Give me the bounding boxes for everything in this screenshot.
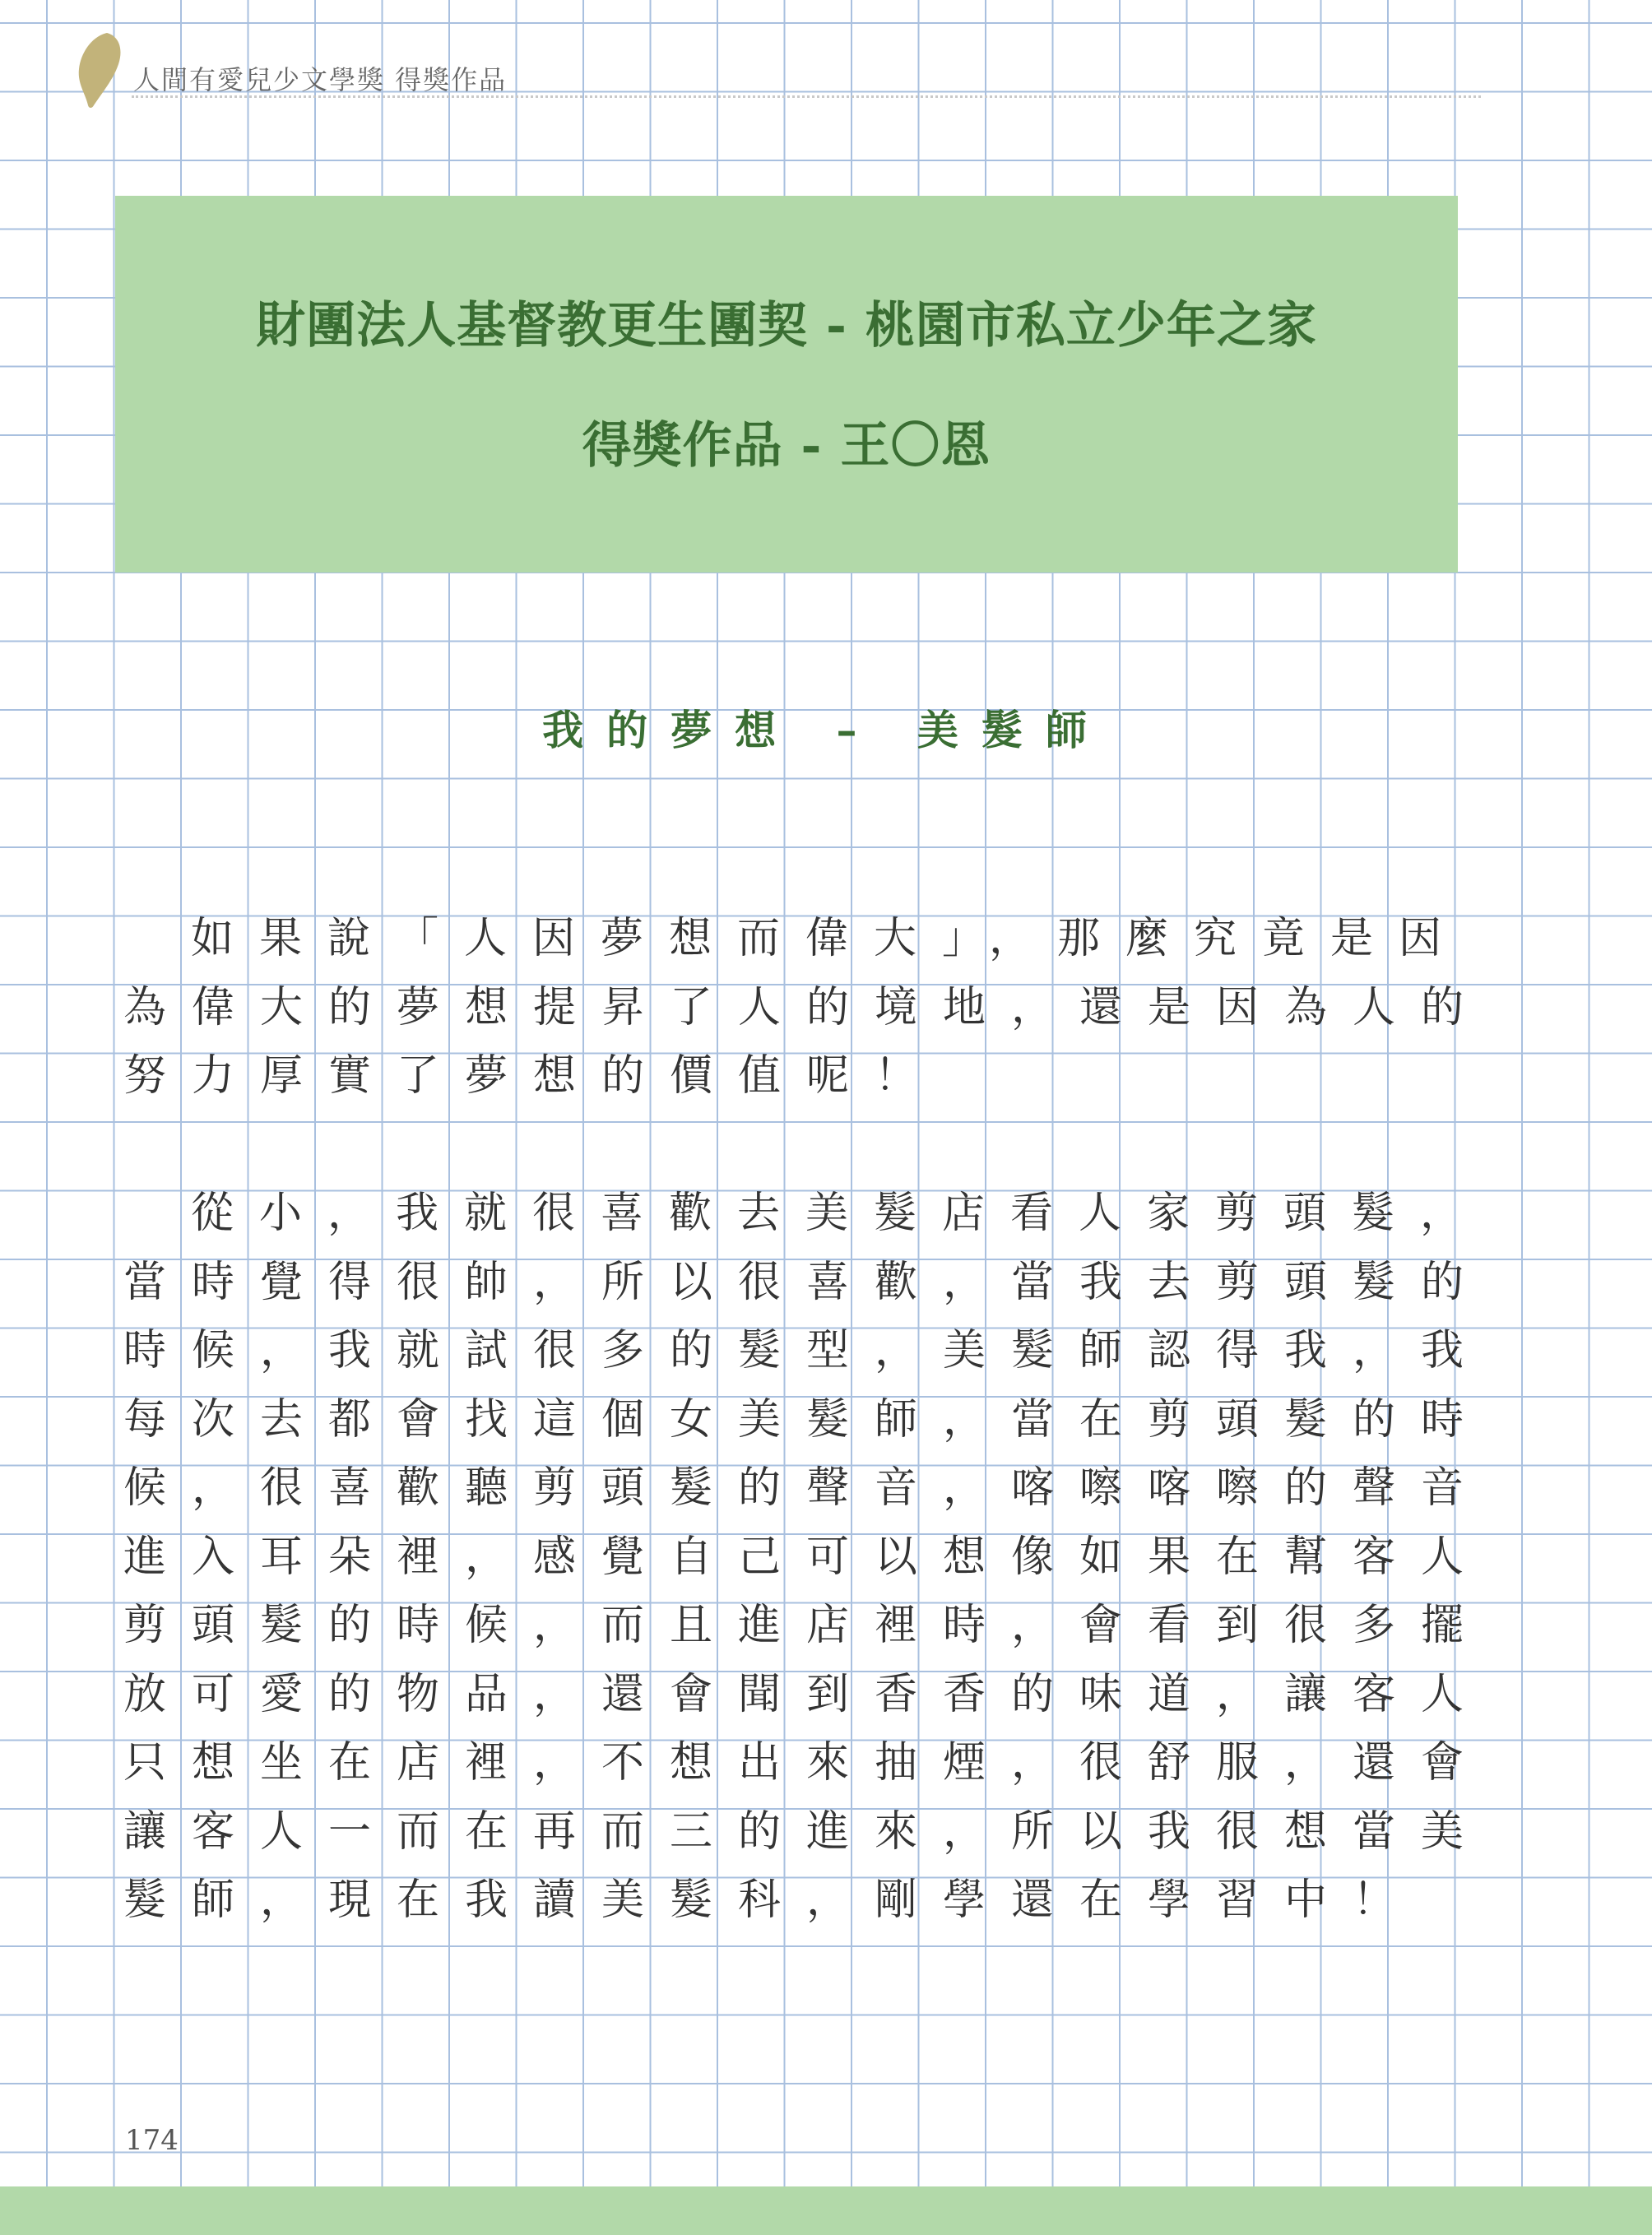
title-banner (115, 196, 1458, 573)
text-line: 為偉大的夢想提昇了人的境地，還是因為人的 (123, 982, 1490, 1032)
text-line: 髮師，現在我讀美髮科，剛學還在學習中！ (123, 1876, 1422, 1925)
essay-title: 我的夢想 – 美髮師 (542, 706, 1110, 754)
banner-author-line: 得獎作品 - 王〇恩 (582, 417, 991, 475)
text-line: 努力厚實了夢想的價值呢！ (123, 1051, 944, 1101)
essay-paragraph-2 (123, 1180, 1490, 1936)
taiwan-leaf-icon (74, 30, 127, 112)
text-line: 如果說「人因夢想而偉大」，那麼究竟是因 (191, 914, 1468, 963)
text-line: 進入耳朵裡，感覺自己可以想像如果在幫客人 (123, 1532, 1490, 1582)
banner-organization-title: 財團法人基督教更生團契 - 桃園市私立少年之家 (256, 297, 1317, 355)
text-line: 讓客人一而在再而三的進來，所以我很想當美 (123, 1806, 1490, 1857)
header-divider (132, 95, 1481, 98)
text-line: 每次去都會找這個女美髮師，當在剪頭髮的時 (123, 1394, 1490, 1444)
page-number: 174 (125, 2124, 179, 2157)
text-line: 只想坐在店裡，不想出來抽煙，很舒服，還會 (123, 1738, 1490, 1788)
text-line: 候，很喜歡聽剪頭髮的聲音，喀嚓喀嚓的聲音 (123, 1463, 1490, 1513)
text-line: 從小，我就很喜歡去美髮店看人家剪頭髮， (191, 1189, 1489, 1238)
text-line: 剪頭髮的時候，而且進店裡時，會看到很多擺 (123, 1601, 1490, 1650)
footer-band (0, 2186, 1652, 2235)
text-line: 放可愛的物品，還會聞到香香的味道，讓客人 (123, 1669, 1490, 1719)
text-line: 當時覺得很帥，所以很喜歡，當我去剪頭髮的 (123, 1257, 1490, 1307)
page-header (74, 30, 1481, 112)
header-title: 人間有愛兒少文學獎 得獎作品 (133, 64, 508, 95)
essay-paragraph-1 (123, 905, 1490, 1111)
text-line: 時候，我就試很多的髮型，美髮師認得我，我 (123, 1326, 1490, 1375)
